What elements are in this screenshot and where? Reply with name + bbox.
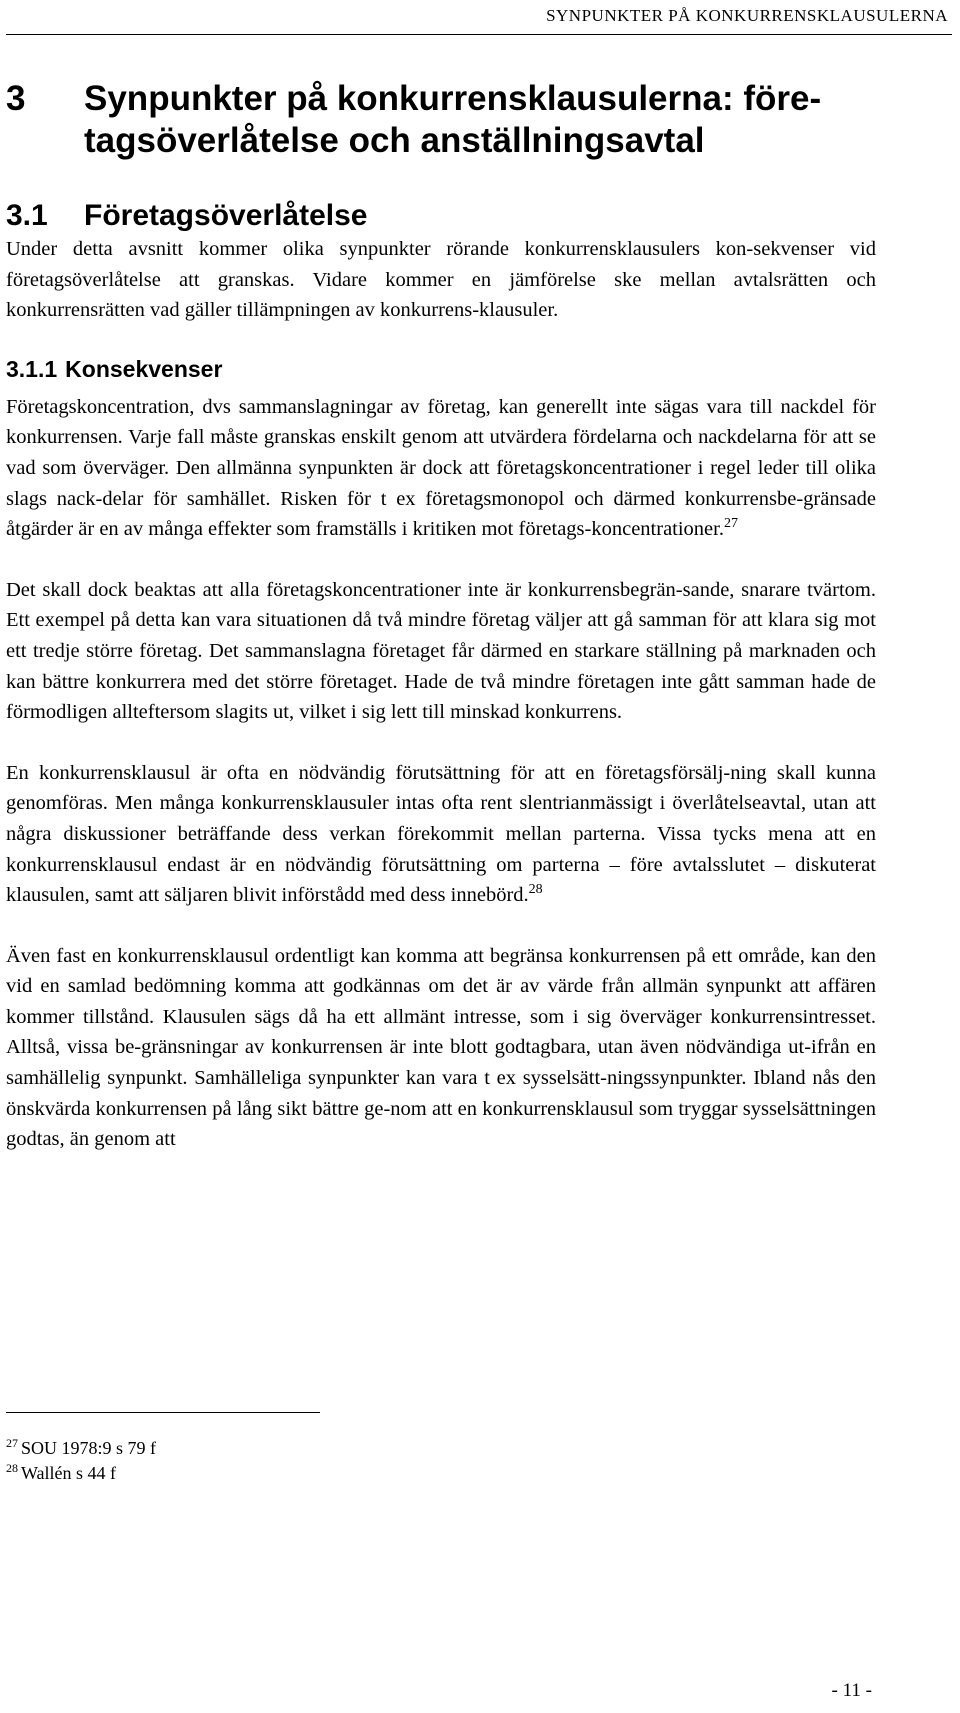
paragraph-text: Företagskoncentration, dvs sammanslagningar av företag, kan generellt inte sägas vara till nackdel för konkurrensen. Varje fall måste granskas enskilt genom att utvärdera fördelarna och nackdelarna för att se vad som överväger. Den allmänna synpunkten är dock att företagskoncentrationer i regel leder till olika slags nack-delar för samhället. Risken för t ex företagsmonopol och därmed konkurrensbe-gränsade åtgärder är en av många effekter som framställs i kritiken mot företags-koncentrationer. — [6, 395, 876, 541]
chapter-number: 3 — [6, 79, 26, 118]
header-rule — [6, 34, 952, 35]
footnote-ref-28[interactable]: 28 — [528, 882, 543, 898]
paragraph-2 — [6, 575, 876, 728]
subsection-title: Konsekvenser — [65, 355, 223, 382]
subsection-heading — [6, 354, 876, 384]
footnote-rule — [6, 1412, 320, 1413]
subsection-number: 3.1.1 — [6, 355, 58, 382]
paragraph-1 — [6, 392, 876, 545]
chapter-heading — [6, 78, 876, 162]
section-number: 3.1 — [6, 199, 48, 232]
paragraph-text: En konkurrensklausul är ofta en nödvändig förutsättning för att en företagsförsälj-ning skall kunna genomföras. Men många konkurrensklausuler intas ofta rent slentrianmässigt i överlåtelseavtal, utan att några diskussioner beträffande dess verkan förekommit mellan parterna. Vissa tycks mena att en konkurrensklausul endast är en nödvändig förutsättning om parterna – före avtalsslutet – diskuterat klausulen, samt att säljaren blivit införstådd med dess innebörd. — [6, 761, 876, 907]
footnote-number: 27 — [6, 1436, 18, 1450]
footnote-item — [6, 1436, 876, 1461]
footnotes — [6, 1436, 876, 1486]
paragraph-4 — [6, 941, 876, 1155]
footnote-text: Wallén s 44 f — [21, 1463, 117, 1483]
running-header: SYNPUNKTER PÅ KONKURRENSKLAUSULERNA — [546, 6, 948, 25]
page-number: - 11 - — [831, 1680, 872, 1701]
paragraph-text: Även fast en konkurrensklausul ordentligt kan komma att begränsa konkurrensen på ett område, kan den vid en samlad bedömning komma att godkännas om det är av värde från allmän synpunkt att affären kommer tillstånd. Klausulen sägs då ha ett allmänt intresse, som i sig överväger konkurrensintresset. Alltså, vissa be-gränsningar av konkurrensen är inte blott godtagbara, utan även nödvändiga ut-ifrån en samhällelig synpunkt. Samhälleliga synpunkter kan vara t ex sysselsätt-ningssynpunkter. Ibland nås den önskvärda konkurrensen på lång sikt bättre ge-nom att en konkurrensklausul som tryggar sysselsättningen godtas, än genom att — [6, 944, 876, 1151]
page-content — [6, 78, 876, 1155]
section-title: Företagsöverlåtelse — [84, 199, 368, 232]
paragraph-3 — [6, 758, 876, 911]
footnote-text: SOU 1978:9 s 79 f — [21, 1438, 157, 1458]
chapter-title: Synpunkter på konkurrensklausulerna: före-tagsöverlåtelse och anställningsavtal — [84, 79, 822, 160]
paragraph-text: Det skall dock beaktas att alla företagskoncentrationer inte är konkurrensbegrän-sande, snarare tvärtom. Ett exempel på detta kan vara situationen då två mindre företag väljer att gå samman för att klara sig mot ett tredje större företag. Det sammanslagna företaget får därmed en starkare ställning på marknaden och kan bättre konkurrera med det större företaget. Hade de två mindre företagen inte gått samman hade de förmodligen allteftersom slagits ut, vilket i sig lett till minskad konkurrens. — [6, 578, 876, 724]
footnote-item — [6, 1461, 876, 1486]
section-heading — [6, 198, 876, 234]
section-intro: Under detta avsnitt kommer olika synpunkter rörande konkurrensklausulers kon-sekvenser vid företagsöverlåtelse att granskas. Vidare kommer en jämförelse ske mellan avtalsrätten och konkurrensrätten vad gäller tillämpningen av konkurrens-klausuler. — [6, 238, 876, 322]
footnote-ref-27[interactable]: 27 — [723, 516, 738, 532]
footnote-number: 28 — [6, 1461, 18, 1475]
